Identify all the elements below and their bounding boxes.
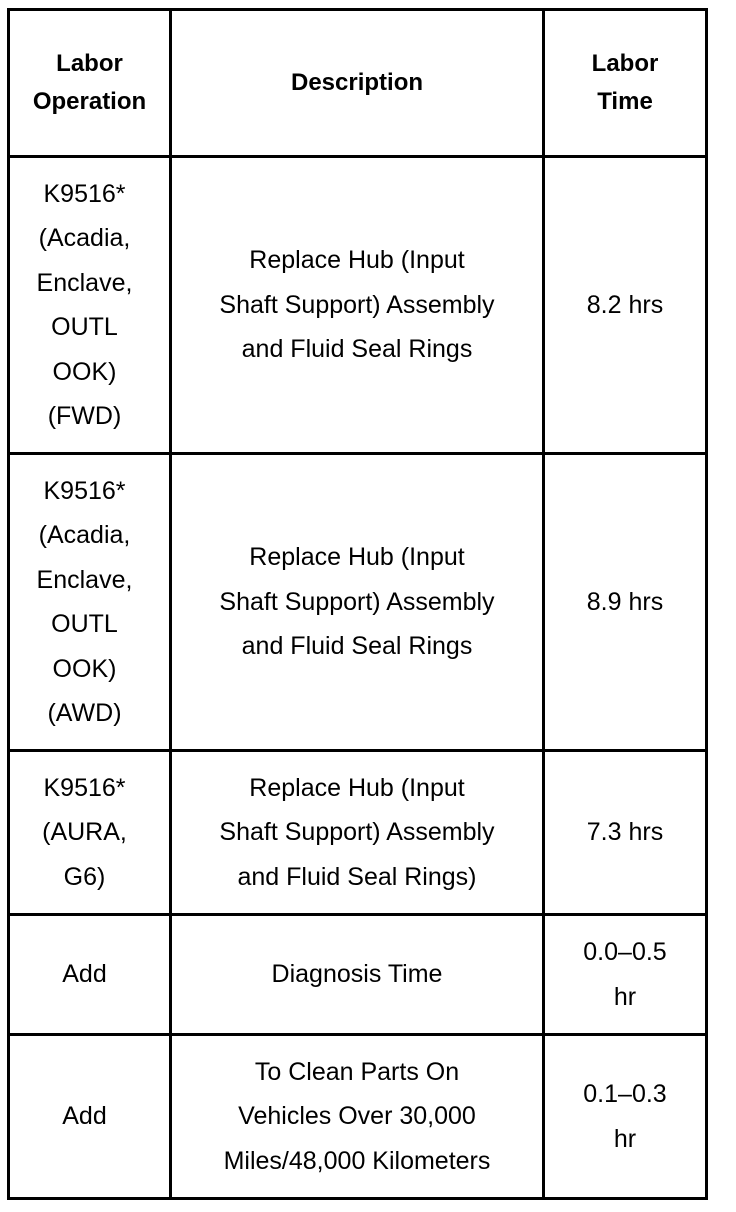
time-cell: 8.9 hrs	[544, 454, 707, 751]
description-cell: Replace Hub (Input Shaft Support) Assembly and Fluid Seal Rings	[171, 157, 544, 454]
table-row	[9, 157, 707, 454]
time-cell: 8.2 hrs	[544, 157, 707, 454]
operation-cell: K9516* (AURA, G6)	[9, 751, 171, 915]
description-cell: Diagnosis Time	[171, 915, 544, 1035]
table-row	[9, 915, 707, 1035]
table-row	[9, 1035, 707, 1199]
labor-time-table	[7, 8, 708, 1200]
time-cell: 0.1–0.3 hr	[544, 1035, 707, 1199]
description-cell: To Clean Parts On Vehicles Over 30,000 Miles/48,000 Kilometers	[171, 1035, 544, 1199]
description-cell: Replace Hub (Input Shaft Support) Assembly and Fluid Seal Rings	[171, 454, 544, 751]
header-labor-operation: Labor Operation	[9, 10, 171, 157]
description-cell: Replace Hub (Input Shaft Support) Assembly and Fluid Seal Rings)	[171, 751, 544, 915]
table-header-row	[9, 10, 707, 157]
time-cell: 7.3 hrs	[544, 751, 707, 915]
operation-cell: K9516* (Acadia, Enclave, OUTL OOK) (FWD)	[9, 157, 171, 454]
operation-cell: Add	[9, 915, 171, 1035]
table-row	[9, 454, 707, 751]
time-cell: 0.0–0.5 hr	[544, 915, 707, 1035]
operation-cell: K9516* (Acadia, Enclave, OUTL OOK) (AWD)	[9, 454, 171, 751]
header-labor-time: Labor Time	[544, 10, 707, 157]
table-row	[9, 751, 707, 915]
operation-cell: Add	[9, 1035, 171, 1199]
header-description: Description	[171, 10, 544, 157]
